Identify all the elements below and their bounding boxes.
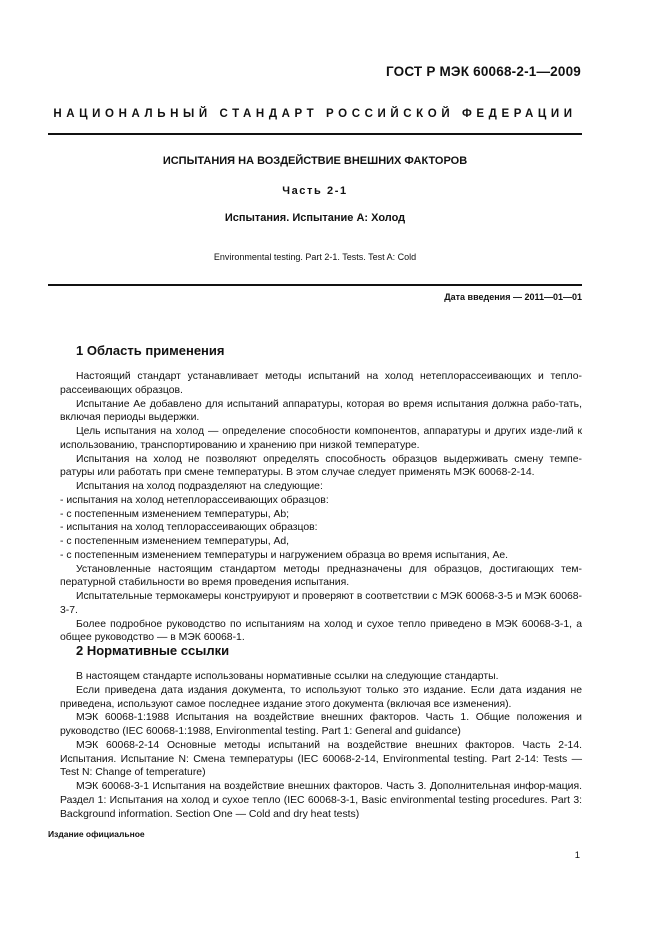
edition-label: Издание официальное — [48, 829, 145, 839]
paragraph: Цель испытания на холод — определение способности компонентов, аппаратуры и других изде-лий к использованию, транспортированию и хранению при низкой температуре. — [60, 426, 582, 451]
paragraph: Установленные настоящим стандартом методы предназначены для образцов, достигающих тем-пературной стабильности во время проведения испытания. — [60, 563, 582, 589]
introduction-date: Дата введения — 2011—01—01 — [444, 292, 582, 302]
paragraph: В настоящем стандарте использованы нормативные ссылки на следующие стандарты. — [76, 671, 499, 682]
national-standard-banner: НАЦИОНАЛЬНЫЙ СТАНДАРТ РОССИЙСКОЙ ФЕДЕРАЦИИ — [53, 108, 577, 120]
paragraph: Испытания на холод подразделяют на следующие: — [76, 481, 323, 492]
reference-entry: МЭК 60068-1:1988 Испытания на воздействие внешних факторов. Часть 1. Общие положения и руководство (IEC 60068-1:1988, Environmental testing. Part 1: General and guidance) — [60, 712, 582, 737]
list-item: - с постепенным изменением температуры, Ad, — [60, 536, 290, 547]
middle-rule — [48, 284, 582, 286]
reference-entry: МЭК 60068-2-14 Основные методы испытаний на воздействие внешних факторов. Часть 2-14. Испытания. Испытание N: Смена температуры (IEC 60068-2-14, Environmental testing. Part 2-14: Tests — Test N: Change of temperature) — [60, 739, 582, 779]
standard-code: ГОСТ Р МЭК 60068-2-1—2009 — [385, 64, 581, 79]
document-part: Часть 2-1 — [282, 185, 348, 197]
document-subtitle: Испытания. Испытание А: Холод — [224, 212, 406, 224]
paragraph: Настоящий стандарт устанавливает методы испытаний на холод нетеплорассеивающих и тепло-рассеивающих образцов. — [60, 371, 582, 396]
list-item: - испытания на холод нетеплорассеивающих образцов: — [60, 494, 329, 506]
reference-entry: МЭК 60068-3-1 Испытания на воздействие внешних факторов. Часть 3. Дополнительная инфор-мация. Раздел 1: Испытания на холод и сухое тепло (IEC 60068-3-1, Basic environmental testing procedures. Part 3: Background information. Section One — Cold and dry heat tests) — [60, 781, 582, 820]
paragraph: Испытания на холод не позволяют определять способность образцов выдерживать смену темпе-ратуры или работать при смене температуры. В этом случае следует применять МЭК 60068-2-14. — [60, 453, 582, 479]
paragraph: Если приведена дата издания документа, то используют только это издание. Если дата издания не приведена, используют самое последнее издание этого документа (включая все изменения). — [60, 684, 582, 710]
section-body-normative-references — [60, 670, 582, 821]
paragraph: Испытание Ае добавлено для испытаний аппаратуры, которая во время испытания должна рабо-тать, включая периоды выдержки. — [60, 398, 582, 424]
list-item: - с постепенным изменением температуры и нагружением образца во время испытания, Ae. — [60, 549, 509, 561]
english-title: Environmental testing. Part 2-1. Tests. Test A: Cold — [213, 252, 417, 262]
page-number: 1 — [574, 850, 580, 861]
document-title: ИСПЫТАНИЯ НА ВОЗДЕЙСТВИЕ ВНЕШНИХ ФАКТОРОВ — [162, 155, 468, 167]
section-heading-scope: 1 Область применения — [76, 343, 225, 358]
list-item: - испытания на холод теплорассеивающих образцов: — [60, 522, 318, 534]
paragraph: Более подробное руководство по испытаниям на холод и сухое тепло приведено в МЭК 60068-3-1, а общее руководство — в МЭК 60068-1. — [60, 618, 582, 644]
section-heading-normative-references: 2 Нормативные ссылки — [76, 643, 230, 658]
list-item: - с постепенным изменением температуры, Ab; — [60, 508, 290, 520]
section-body-scope — [60, 370, 582, 645]
paragraph: Испытательные термокамеры конструируют и проверяют в соответствии с МЭК 60068-3-5 и МЭК 60068-3-7. — [60, 591, 582, 616]
top-rule — [48, 133, 582, 135]
